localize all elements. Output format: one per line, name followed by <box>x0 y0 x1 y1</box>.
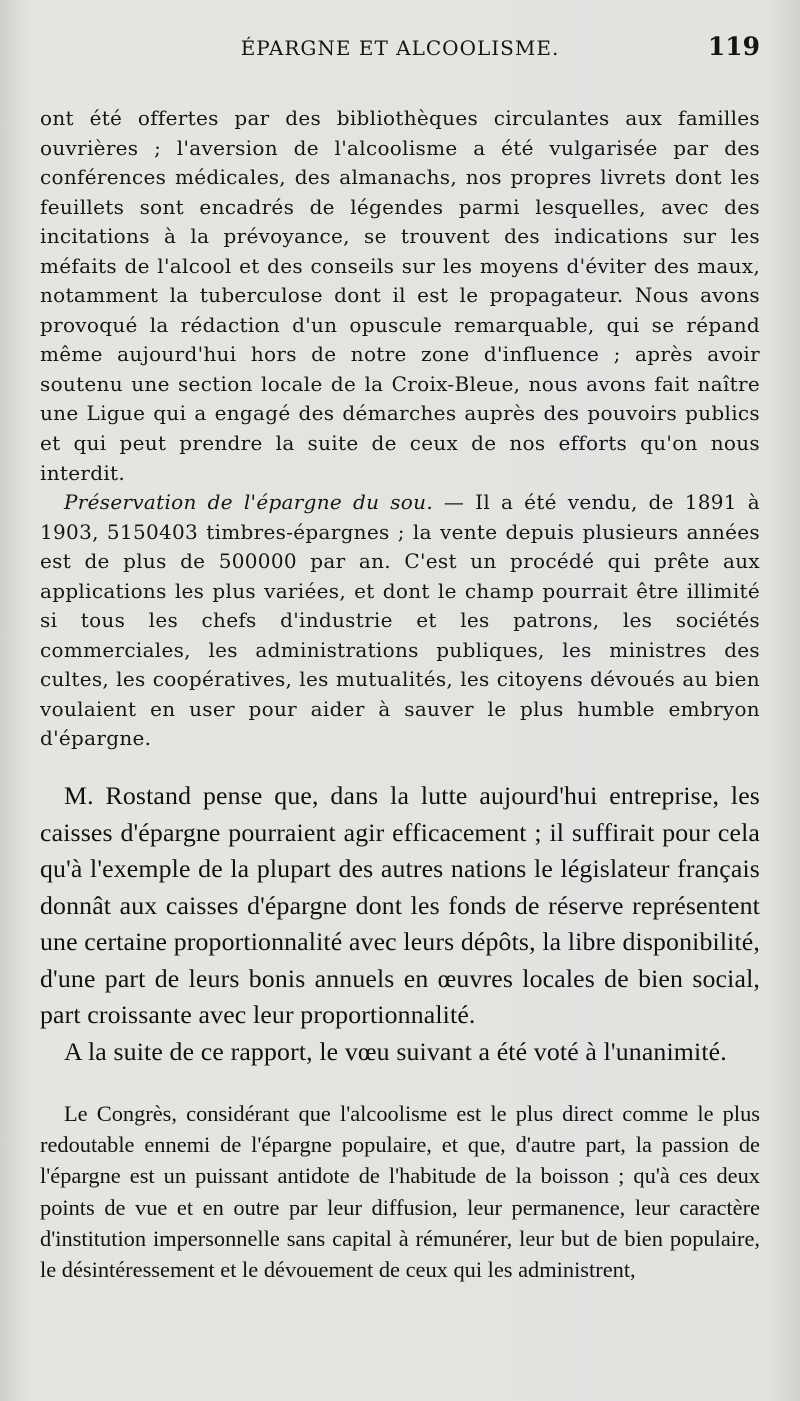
running-header <box>40 32 760 66</box>
paragraph-sou-text: — Il a été vendu, de 1891 à 1903, 5150403 timbres-épargnes ; la vente depuis plusieurs années est de plus de 500000 par an. C'est un procédé qui prête aux applications les plus variées, et dont le champ pourrait être illimité si tous les chefs d'industrie et les patrons, les sociétés commerciales, les administrations publiques, les ministres des cultes, les coopératives, les mutualités, les citoyens dévoués au bien voulaient en user pour aider à sauver le plus humble embryon d'épargne. <box>40 490 760 751</box>
paragraph-continuation: ont été offertes par des bibliothèques circulantes aux familles ouvrières ; l'aversion de l'alcoolisme a été vulgarisée par des conférences médicales, des almanachs, nos propres livrets dont les feuillets sont encadrés de légendes parmi lesquelles, avec des incitations à la prévoyance, se trouvent des indications sur les méfaits de l'alcool et des conseils sur les moyens d'éviter des maux, notamment la tuberculose dont il est le propagateur. Nous avons provoqué la rédaction d'un opuscule remarquable, qui se répand même aujourd'hui hors de notre zone d'influence ; après avoir soutenu une section locale de la Croix-Bleue, nous avons fait naître une Ligue qui a engagé des démarches auprès des pouvoirs publics et qui peut prendre la suite de ceux de nos efforts qu'on nous interdit. <box>40 106 760 485</box>
paragraph-vote: A la suite de ce rapport, le vœu suivant a été voté à l'unanimité. <box>64 1036 727 1066</box>
section-heading: Préservation de l'épargne du sou. <box>64 490 433 515</box>
page-number: 119 <box>707 32 760 61</box>
congress-resolution <box>40 1098 760 1285</box>
report-text <box>40 104 760 754</box>
rostand-statement <box>40 778 760 1070</box>
running-title: ÉPARGNE ET ALCOOLISME. <box>240 36 560 60</box>
paragraph-resolution: Le Congrès, considérant que l'alcoolisme est le plus direct comme le plus redoutable ennemi de l'épargne populaire, et que, d'autre part, la passion de l'épargne est un puissant antidote de l'habitude de la boisson ; qu'à ces deux points de vue et en outre par leur diffusion, leur permanence, leur caractère d'institution impersonnelle sans capital à rémunérer, leur but de bien populaire, le désintéressement et le dévouement de ceux qui les administrent, <box>40 1101 760 1283</box>
paragraph-rostand: M. Rostand pense que, dans la lutte aujourd'hui entreprise, les caisses d'épargne pourraient agir efficacement ; il suffirait pour cela qu'à l'exemple de la plupart des autres nations le législateur français donnât aux caisses d'épargne dont les fonds de réserve représentent une certaine proportionnalité avec leurs dépôts, la libre disponibilité, d'une part de leurs bonis annuels en œuvres locales de bien social, part croissante avec leur proportionnalité. <box>40 781 760 1030</box>
paragraph-sou <box>40 488 760 754</box>
